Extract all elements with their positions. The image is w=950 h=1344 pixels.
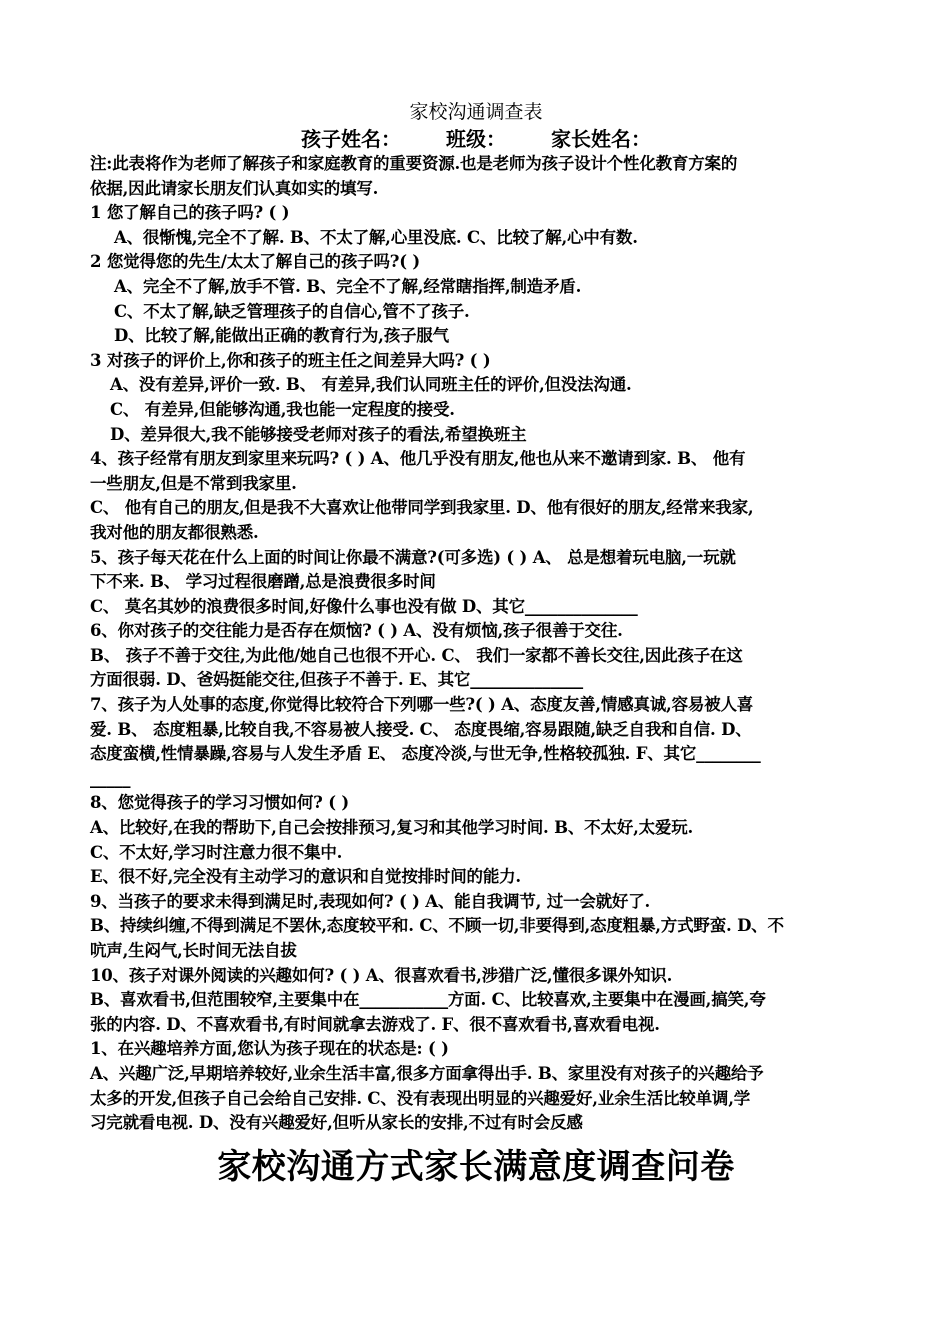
text-line: 7、孩子为人处事的态度,你觉得比较符合下列哪一些?( ) A、态度友善,情感真诚,容易被人喜 bbox=[90, 695, 754, 715]
text-line: 1 您了解自己的孩子吗? ( ) bbox=[90, 203, 290, 223]
text-line: A、完全不了解,放手不管. B、完全不了解,经常瞎指挥,制造矛盾. bbox=[114, 276, 582, 296]
text-line: 习完就看电视. D、没有兴趣爱好,但听从家长的安排,不过有时会反感 bbox=[90, 1113, 583, 1133]
text-line: 1、在兴趣培养方面,您认为孩子现在的状态是: ( ) bbox=[90, 1039, 449, 1059]
survey-body bbox=[90, 152, 862, 1136]
text-line: 吭声,生闷气,长时间无法自拔 bbox=[90, 941, 297, 960]
text-line: B、持续纠缠,不得到满足不罢休,态度较平和. C、不顾一切,非要得到,态度粗暴,方式野蛮. D、不 bbox=[90, 916, 784, 936]
text-line: 爱. B、 态度粗暴,比较自我,不容易被人接受. C、 态度畏缩,容易跟随,缺乏自我和自信. D、 bbox=[90, 719, 752, 739]
text-line: 6、你对孩子的交往能力是否存在烦恼? ( ) A、没有烦恼,孩子很善于交往. bbox=[90, 621, 623, 641]
text-line: A、兴趣广泛,早期培养较好,业余生活丰富,很多方面拿得出手. B、家里没有对孩子的兴趣给予 bbox=[90, 1063, 764, 1083]
text-line: 太多的开发,但孩子自己会给自己安排. C、没有表现出明显的兴趣爱好,业余生活比较单调,学 bbox=[90, 1088, 751, 1108]
text-line: C、 莫名其妙的浪费很多时间,好像什么事也没有做 D、其它______________ bbox=[90, 596, 638, 616]
text-line: _____ bbox=[90, 768, 131, 788]
text-line: 3 对孩子的评价上,你和孩子的班主任之间差异大吗? ( ) bbox=[90, 350, 491, 370]
text-line: 2 您觉得您的先生/太太了解自己的孩子吗?( ) bbox=[90, 252, 420, 272]
text-line: D、比较了解,能做出正确的教育行为,孩子服气 bbox=[114, 326, 449, 346]
document-page bbox=[90, 96, 862, 1190]
text-line: C、不太了解,缺乏管理孩子的自信心,管不了孩子. bbox=[114, 301, 470, 321]
class-label: 班级： bbox=[446, 127, 506, 151]
text-line: A、很惭愧,完全不了解. B、不太了解,心里没底. C、比较了解,心中有数. bbox=[114, 227, 638, 247]
text-line: 我对他的朋友都很熟悉. bbox=[90, 522, 259, 542]
text-line: 5、孩子每天花在什么上面的时间让你最不满意?(可多选) ( ) A、 总是想着玩电脑,一玩就 bbox=[90, 547, 736, 567]
text-line: 方面很弱. D、爸妈挺能交往,但孩子不善于. E、其它______________ bbox=[90, 670, 583, 690]
text-line: 依据,因此请家长朋友们认真如实的填写. bbox=[90, 178, 379, 198]
survey-big-title: 家校沟通方式家长满意度调查问卷 bbox=[217, 1146, 735, 1187]
child-name-label: 孩子姓名： bbox=[301, 127, 402, 151]
text-line: 张的内容. D、不喜欢看书,有时间就拿去游戏了. F、很不喜欢看书,喜欢看电视. bbox=[90, 1014, 660, 1034]
text-line: E、很不好,完全没有主动学习的意识和自觉按排时间的能力. bbox=[90, 867, 521, 887]
text-line: 一些朋友,但是不常到我家里. bbox=[90, 473, 297, 493]
text-line: 4、孩子经常有朋友到家里来玩吗? ( ) A、他几乎没有朋友,他也从来不邀请到家. B、 他有 bbox=[90, 449, 746, 469]
text-line: A、没有差异,评价一致. B、 有差异,我们认同班主任的评价,但没法沟通. bbox=[110, 375, 632, 395]
text-line: 态度蛮横,性情暴躁,容易与人发生矛盾 E、 态度冷淡,与世无争,性格较孤独. F、其它________ bbox=[90, 744, 761, 764]
text-line: 9、当孩子的要求未得到满足时,表现如何? ( ) A、能自我调节, 过一会就好了. bbox=[90, 891, 651, 911]
text-line: 10、孩子对课外阅读的兴趣如何? ( ) A、很喜欢看书,涉猎广泛,懂很多课外知识. bbox=[90, 965, 673, 985]
text-line: 下不来. B、 学习过程很磨蹭,总是浪费很多时间 bbox=[90, 572, 436, 592]
text-line: A、比较好,在我的帮助下,自己会按排预习,复习和其他学习时间. B、不太好,太爱玩. bbox=[90, 818, 694, 838]
text-line: C、不太好,学习时注意力很不集中. bbox=[90, 842, 343, 862]
text-line: 8、您觉得孩子的学习习惯如何? ( ) bbox=[90, 793, 349, 813]
name-fields-line bbox=[90, 126, 862, 152]
text-line: B、 孩子不善于交往,为此他/她自己也很不开心. C、 我们一家都不善长交往,因此孩子在这 bbox=[90, 645, 743, 665]
document-title: 家校沟通调查表 bbox=[409, 101, 543, 123]
text-line: D、差异很大,我不能够接受老师对孩子的看法,希望换班主 bbox=[110, 424, 527, 444]
text-line: 注:此表将作为老师了解孩子和家庭教育的重要资源.也是老师为孩子设计个性化教育方案的 bbox=[90, 154, 738, 173]
text-line: C、 他有自己的朋友,但是我不大喜欢让他带同学到我家里. D、他有很好的朋友,经常来我家, bbox=[90, 498, 754, 518]
text-line: C、 有差异,但能够沟通,我也能一定程度的接受. bbox=[110, 399, 455, 419]
text-line: B、喜欢看书,但范围较窄,主要集中在___________方面. C、比较喜欢,主要集中在漫画,搞笑,夸 bbox=[90, 990, 766, 1010]
parent-name-label: 家长姓名： bbox=[550, 127, 651, 151]
